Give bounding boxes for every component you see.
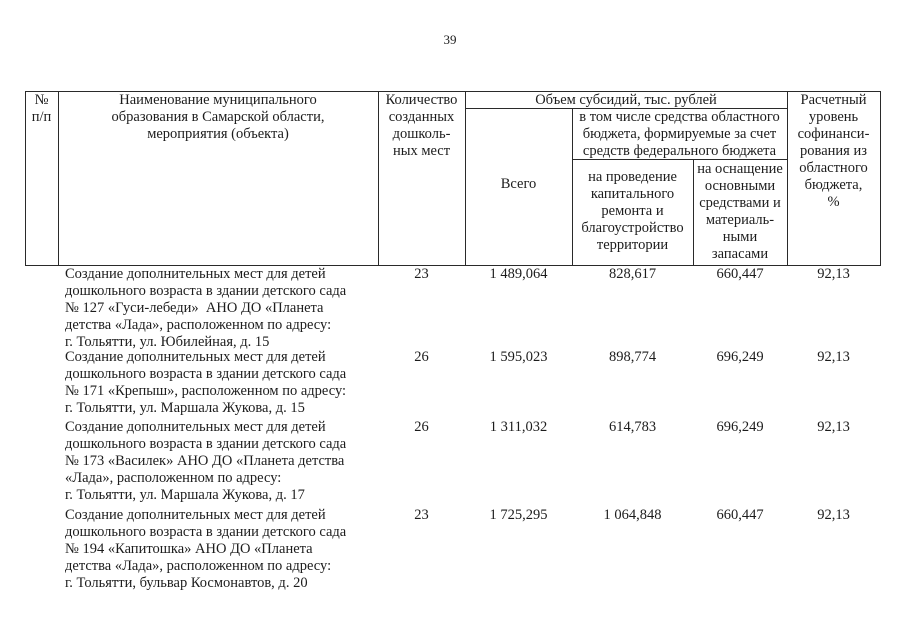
row-rate: 92,13 (817, 507, 850, 523)
row-capital: 1 064,848 (603, 507, 662, 523)
row-name: Создание дополнительных мест для детей дошкольного возраста в здании детского сада № 173 «Василек» АНО ДО «Планета детства «Лада», расположенном по адресу: г. Тольятти, ул. Маршала Жукова, д. 17 (65, 419, 347, 503)
header-rate: Расчетный уровень софинанси- рования из областного бюджета, % (797, 92, 870, 210)
row-equipment: 696,249 (716, 419, 764, 435)
header-total: Всего (500, 176, 537, 192)
header-equipment: на оснащение основными средствами и материаль- ными запасами (697, 161, 783, 262)
row-rate: 92,13 (817, 419, 850, 435)
row-capital: 614,783 (608, 419, 657, 435)
row-total: 1 311,032 (489, 419, 548, 435)
row-equipment: 660,447 (716, 507, 764, 523)
row-places: 23 (414, 507, 429, 523)
row-places: 23 (414, 266, 429, 282)
row-capital: 828,617 (608, 266, 657, 282)
row-equipment: 696,249 (716, 349, 764, 365)
row-rate: 92,13 (817, 266, 850, 282)
row-name: Создание дополнительных мест для детей дошкольного возраста в здании детского сада № 171 «Крепыш», расположенном по адресу: г. Тольятти, ул. Маршала Жукова, д. 15 (65, 349, 347, 416)
header-num: № п/п (31, 92, 52, 125)
header-subsidy-group: Объем субсидий, тыс. рублей (535, 92, 717, 108)
row-rate: 92,13 (817, 349, 850, 365)
row-equipment: 660,447 (716, 266, 764, 282)
row-name: Создание дополнительных мест для детей дошкольного возраста в здании детского сада № 127 «Гуси-лебеди» АНО ДО «Планета детства «Лада», расположенном по адресу: г. Тольятти, ул. Юбилейная, д. 15 (65, 266, 347, 350)
header-federal-group: в том числе средства областного бюджета, формируемые за счет средств федерального бюджета (579, 109, 780, 159)
row-places: 26 (414, 349, 429, 365)
row-total: 1 489,064 (489, 266, 548, 282)
header-capital: на проведение капитального ремонта и благоустройство территории (581, 169, 684, 253)
header-name: Наименование муниципального образования в Самарской области, мероприятия (объекта) (111, 92, 325, 142)
row-capital: 898,774 (608, 349, 657, 365)
page-number: 39 (443, 32, 457, 47)
row-places: 26 (414, 419, 429, 435)
table-border-right (880, 91, 881, 266)
header-places: Количество созданных дошколь- ных мест (385, 92, 458, 159)
row-total: 1 725,295 (489, 507, 548, 523)
row-total: 1 595,023 (489, 349, 548, 365)
row-name: Создание дополнительных мест для детей дошкольного возраста в здании детского сада № 194 «Капитошка» АНО ДО «Планета детства «Лада», расположенном по адресу: г. Тольятти, бульвар Космонавтов, д. 20 (65, 507, 347, 591)
